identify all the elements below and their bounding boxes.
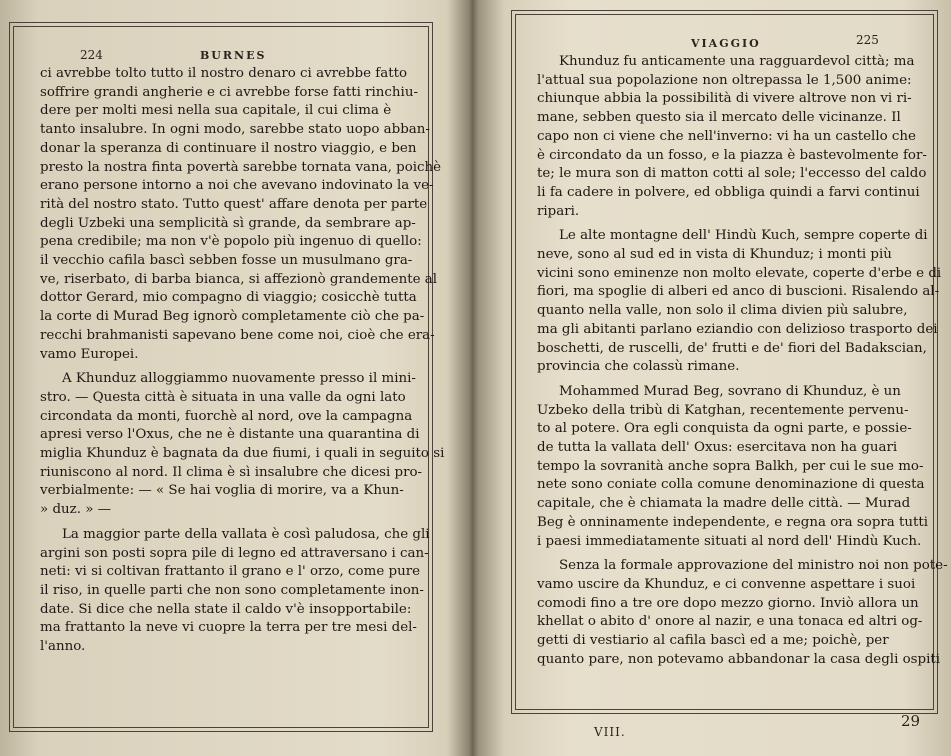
- text-line: neve, sono al sud ed in vista di Khunduz; i monti più: [537, 247, 892, 263]
- text-line: erano persone intorno a noi che avevano indovinato la ve-: [40, 178, 434, 194]
- text-line: ci avrebbe tolto tutto il nostro denaro ci avrebbe fatto: [40, 66, 408, 81]
- text-line: argini son posti sopra pile di legno ed attraversano i can-: [40, 545, 429, 561]
- text-line: te; le mura son di matton cotti al sole; l'eccesso del caldo: [537, 166, 927, 182]
- text-line: dere per molti mesi nella sua capitale, il cui clima è: [40, 103, 392, 119]
- text-line: » duz. » —: [40, 502, 112, 518]
- left-page: [0, 0, 470, 756]
- text-line: quanto pare, non potevamo abbandonar la casa degli ospiti: [537, 651, 941, 667]
- text-line: Uzbeko della tribù di Katghan, recentemente pervenu-: [537, 402, 909, 418]
- text-line: recchi brahmanisti sapevano bene come noi, cioè che era-: [40, 327, 435, 343]
- text-line: il riso, in quelle parti che non sono completamente inon-: [40, 582, 424, 598]
- text-line: circondata da monti, fuorchè al nord, ove la campagna: [40, 408, 413, 424]
- text-line: vamo uscire da Khunduz, e ci convenne aspettare i suoi: [537, 576, 916, 592]
- text-line: il vecchio cafila bascì sebben fosse un musulmano gra-: [40, 253, 413, 269]
- text-line: è circondato da un fosso, e la piazza è bastevolmente for-: [537, 147, 927, 163]
- text-line: verbialmente: — « Se hai voglia di morire, va a Khun-: [40, 483, 404, 499]
- text-line: ripari.: [537, 203, 580, 219]
- text-line: ve, riserbato, di barba bianca, si affezionò grandemente al: [40, 271, 438, 287]
- text-line: ma frattanto la neve vi cuopre la terra per tre mesi del-: [40, 620, 417, 636]
- text-line: chiunque abbia la possibilità di vivere altrove non vi ri-: [537, 91, 912, 107]
- text-line: khellat o abito d' onore al nazir, e una tonaca ed altri og-: [537, 614, 923, 630]
- body-text: [537, 53, 948, 670]
- body-text: [40, 65, 445, 657]
- text-line: A Khunduz alloggiammo nuovamente presso il mini-: [62, 371, 416, 387]
- text-line: ma gli abitanti parlano eziandio con delizioso trasporto dei: [537, 321, 938, 337]
- text-line: capo non ci viene che nell'inverno: vi ha un castello che: [537, 128, 916, 144]
- running-head: BURNES: [200, 49, 267, 62]
- text-line: to al potere. Ora egli conquista da ogni parte, e possie-: [537, 421, 912, 437]
- text-line: l'attual sua popolazione non oltrepassa le 1,500 anime:: [537, 72, 912, 88]
- text-line: mane, sebben questo sia il mercato delle vicinanze. Il: [537, 110, 901, 126]
- text-line: li fa cadere in polvere, ed obbliga quindi a farvi continui: [537, 184, 920, 200]
- text-line: miglia Khunduz è bagnata da due fiumi, i quali in seguito si: [40, 446, 445, 462]
- signature-mark: VIII.: [594, 725, 626, 739]
- text-line: capitale, che è chiamata la madre delle città. — Murad: [537, 496, 911, 512]
- text-line: tempo la sovranità anche sopra Balkh, per cui le sue mo-: [537, 458, 924, 474]
- text-line: vamo Europei.: [40, 346, 139, 362]
- sheet-number: 29: [901, 712, 921, 730]
- text-line: rità del nostro stato. Tutto quest' affare denota per parte: [40, 196, 428, 212]
- text-line: comodi fino a tre ore dopo mezzo giorno. Inviò allora un: [537, 595, 919, 611]
- text-line: de tutta la vallata dell' Oxus: esercitava non ha guari: [537, 440, 898, 456]
- text-line: riuniscono al nord. Il clima è sì insalubre che dicesi pro-: [40, 464, 423, 480]
- text-line: Le alte montagne dell' Hindù Kuch, sempre coperte di: [559, 228, 928, 244]
- text-line: Mohammed Murad Beg, sovrano di Khunduz, è un: [559, 383, 901, 399]
- text-line: quanto nella valle, non solo il clima divien più salubre,: [537, 303, 908, 319]
- text-line: i paesi immediatamente situati al nord dell' Hindù Kuch.: [537, 533, 922, 549]
- text-line: presto la nostra finta povertà sarebbe tornata vana, poichè: [40, 159, 442, 175]
- text-line: la corte di Murad Beg ignorò completamente ciò che pa-: [40, 309, 425, 325]
- text-line: nete sono coniate colla comune denominazione di questa: [537, 477, 925, 493]
- text-line: boschetti, de ruscelli, de' frutti e de' fiori del Badakscian,: [537, 340, 927, 356]
- text-line: apresi verso l'Oxus, che ne è distante una quarantina di: [40, 427, 420, 443]
- text-line: Khunduz fu anticamente una ragguardevol città; ma: [559, 54, 915, 69]
- text-line: stro. — Questa città è situata in una valle da ogni lato: [40, 389, 406, 405]
- text-line: donar la speranza di continuare il nostro viaggio, e ben: [40, 140, 417, 156]
- page-number: 225: [856, 33, 879, 47]
- text-line: vicini sono eminenze non molto elevate, coperte d'erbe e di: [537, 265, 942, 281]
- text-line: l'anno.: [40, 639, 86, 655]
- text-line: getti di vestiario al cafila bascì ed a me; poichè, per: [537, 633, 889, 649]
- text-line: provincia che colassù rimane.: [537, 359, 740, 375]
- text-line: degli Uzbeki una semplicità sì grande, da sembrare ap-: [40, 215, 416, 231]
- text-line: dottor Gerard, mio compagno di viaggio; cosicchè tutta: [40, 290, 417, 306]
- page-number: 224: [80, 48, 103, 62]
- text-line: pena credibile; ma non v'è popolo più ingenuo di quello:: [40, 234, 422, 250]
- text-line: La maggior parte della vallata è così paludosa, che gli: [62, 526, 430, 542]
- running-head: VIAGGIO: [691, 37, 761, 50]
- text-line: fiori, ma spoglie di alberi ed anco di buscioni. Risalendo al-: [537, 284, 940, 300]
- text-line: tanto insalubre. In ogni modo, sarebbe stato uopo abban-: [40, 122, 430, 138]
- right-page: [481, 0, 951, 756]
- text-line: date. Si dice che nella state il caldo v'è insopportabile:: [40, 601, 412, 617]
- text-line: neti: vi si coltivan frattanto il grano e l' orzo, come pure: [40, 564, 421, 580]
- text-line: Senza la formale approvazione del ministro noi non pote-: [559, 558, 948, 574]
- text-line: Beg è onninamente independente, e regna ora sopra tutti: [537, 514, 929, 530]
- text-line: soffrire grandi angherie e ci avrebbe forse fatti rinchiu-: [40, 84, 418, 100]
